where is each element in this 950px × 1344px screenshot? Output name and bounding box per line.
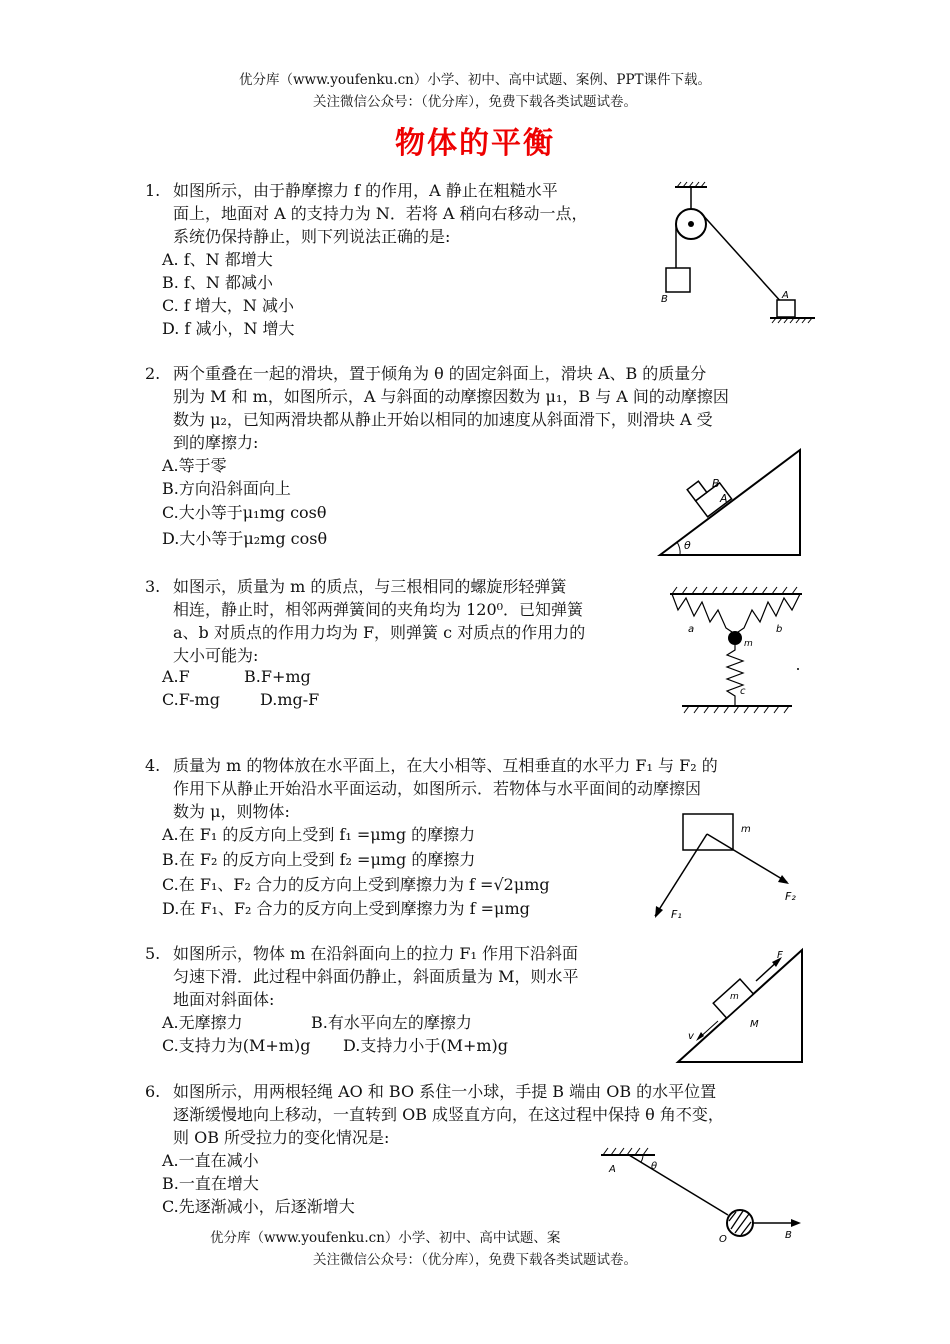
q5-label-v: v bbox=[688, 1031, 694, 1042]
q5-stem-2: 匀速下滑．此过程中斜面仍静止，斜面质量为 M，则水平 bbox=[173, 967, 579, 986]
q6-label-a: A bbox=[609, 1164, 616, 1175]
q1-pulley-figure bbox=[655, 180, 820, 325]
q1-label-a: A bbox=[782, 290, 789, 301]
q3-option-a: A.F bbox=[162, 667, 190, 686]
q4-option-a: A.在 F₁ 的反方向上受到 f₁ =μmg 的摩擦力 bbox=[162, 825, 476, 844]
q1-number: 1. bbox=[145, 181, 161, 200]
q4-label-f1: F₁ bbox=[671, 908, 682, 921]
q4-label-m: m bbox=[741, 824, 751, 835]
q2-incline-figure bbox=[650, 445, 810, 560]
q3-label-c: c bbox=[740, 686, 746, 697]
q2-stem-2: 别为 M 和 m，如图所示，A 与斜面的动摩擦因数为 μ₁，B 与 A 间的动摩擦因 bbox=[173, 387, 729, 406]
q6-option-c: C.先逐渐减小，后逐渐增大 bbox=[162, 1197, 355, 1216]
q4-option-b: B.在 F₂ 的反方向上受到 f₂ =μmg 的摩擦力 bbox=[162, 850, 476, 869]
q3-spring-figure bbox=[660, 582, 810, 717]
q6-rope-figure bbox=[595, 1145, 810, 1243]
q6-label-o: O bbox=[719, 1234, 727, 1243]
q1-option-c: C. f 增大，N 减小 bbox=[162, 296, 294, 315]
q4-forces-figure bbox=[645, 810, 820, 925]
q1-option-b: B. f、N 都减小 bbox=[162, 273, 273, 292]
q2-option-a: A.等于零 bbox=[162, 456, 227, 475]
q2-stem-1: 两个重叠在一起的滑块，置于倾角为 θ 的固定斜面上，滑块 A、B 的质量分 bbox=[173, 364, 707, 383]
q4-stem-1: 质量为 m 的物体放在水平面上，在大小相等、互相垂直的水平力 F₁ 与 F₂ 的 bbox=[173, 756, 718, 775]
q1-stem-1: 如图所示，由于静摩擦力 f 的作用，A 静止在粗糙水平 bbox=[173, 181, 558, 200]
q4-stem-3: 数为 μ，则物体: bbox=[173, 802, 290, 821]
q4-stem-2: 作用下从静止开始沿水平面运动，如图所示．若物体与水平面间的动摩擦因 bbox=[173, 779, 702, 798]
q2-option-b: B.方向沿斜面向上 bbox=[162, 479, 291, 498]
q6-option-a: A.一直在减小 bbox=[162, 1151, 259, 1170]
q2-number: 2. bbox=[145, 364, 161, 383]
q6-option-b: B.一直在增大 bbox=[162, 1174, 259, 1193]
q6-label-b: B bbox=[785, 1230, 792, 1241]
q6-stem-2: 逐渐缓慢地向上移动，一直转到 OB 成竖直方向，在这过程中保持 θ 角不变， bbox=[173, 1105, 724, 1124]
q1-stem-2: 面上，地面对 A 的支持力为 N．若将 A 稍向右移动一点， bbox=[173, 204, 588, 223]
q2-stem-3: 数为 μ₂，已知两滑块都从静止开始以相同的加速度从斜面滑下，则滑块 A 受 bbox=[173, 410, 713, 429]
q2-label-b: B bbox=[712, 477, 720, 490]
footer-line-1: 优分库（www.youfenku.cn）小学、初中、高中试题、案 bbox=[210, 1230, 561, 1246]
q3-option-c: C.F-mg bbox=[162, 690, 220, 709]
q3-stem-2: 相连，静止时，相邻两弹簧间的夹角均为 120⁰．已知弹簧 bbox=[173, 600, 584, 619]
q3-option-b: B.F+mg bbox=[244, 667, 311, 686]
q1-option-a: A. f、N 都增大 bbox=[162, 250, 273, 269]
q5-incline-figure bbox=[670, 945, 810, 1067]
q2-option-d: D.大小等于μ₂mg cosθ bbox=[162, 529, 328, 548]
q6-stem-1: 如图所示，用两根轻绳 AO 和 BO 系住一小球，手提 B 端由 OB 的水平位置 bbox=[173, 1082, 717, 1101]
q2-label-a: A bbox=[720, 492, 728, 505]
q2-option-c: C.大小等于μ₁mg cosθ bbox=[162, 503, 327, 522]
q2-stem-4: 到的摩擦力: bbox=[173, 433, 259, 452]
q6-label-theta: θ bbox=[651, 1161, 658, 1172]
q1-stem-3: 系统仍保持静止，则下列说法正确的是: bbox=[173, 227, 451, 246]
q5-label-f: F bbox=[777, 950, 783, 961]
q3-label-b: b bbox=[776, 624, 783, 635]
q5-option-a: A.无摩擦力 bbox=[162, 1013, 243, 1032]
q1-label-b: B bbox=[661, 294, 668, 305]
q5-number: 5. bbox=[145, 944, 161, 963]
q3-stem-1: 如图示，质量为 m 的质点，与三根相同的螺旋形轻弹簧 bbox=[173, 577, 567, 596]
header-line-2: 关注微信公众号：（优分库），免费下载各类试题试卷。 bbox=[313, 94, 637, 110]
q5-option-c: C.支持力为(M+m)g bbox=[162, 1036, 311, 1055]
q6-stem-3: 则 OB 所受拉力的变化情况是: bbox=[173, 1128, 390, 1147]
q6-number: 6. bbox=[145, 1082, 161, 1101]
page-title: 物体的平衡 bbox=[395, 126, 555, 161]
q3-label-m: m bbox=[744, 639, 753, 649]
q3-number: 3. bbox=[145, 577, 161, 596]
q5-option-d: D.支持力小于(M+m)g bbox=[343, 1036, 509, 1055]
q5-stem-3: 地面对斜面体: bbox=[173, 990, 275, 1009]
q5-label-m: m bbox=[730, 992, 739, 1002]
q4-option-d: D.在 F₁、F₂ 合力的反方向上受到摩擦力为 f =μmg bbox=[162, 899, 530, 918]
q5-label-big-m: M bbox=[750, 1019, 759, 1030]
q5-stem-1: 如图所示，物体 m 在沿斜面向上的拉力 F₁ 作用下沿斜面 bbox=[173, 944, 579, 963]
q4-number: 4. bbox=[145, 756, 161, 775]
q4-option-c: C.在 F₁、F₂ 合力的反方向上受到摩擦力为 f =√2μmg bbox=[162, 875, 550, 894]
q4-label-f2: F₂ bbox=[785, 890, 796, 903]
q1-option-d: D. f 减小，N 增大 bbox=[162, 319, 295, 338]
q3-stem-4: 大小可能为: bbox=[173, 646, 259, 665]
q5-option-b: B.有水平向左的摩擦力 bbox=[311, 1013, 472, 1032]
footer-line-2: 关注微信公众号：（优分库），免费下载各类试题试卷。 bbox=[313, 1252, 637, 1268]
q3-option-d: D.mg-F bbox=[260, 690, 320, 709]
header-line-1: 优分库（www.youfenku.cn）小学、初中、高中试题、案例、PPT课件下载。 bbox=[238, 72, 712, 88]
q3-stem-3: a、b 对质点的作用力均为 F，则弹簧 c 对质点的作用力的 bbox=[173, 623, 586, 642]
q2-label-theta: θ bbox=[684, 539, 691, 552]
q3-label-a: a bbox=[688, 624, 695, 635]
